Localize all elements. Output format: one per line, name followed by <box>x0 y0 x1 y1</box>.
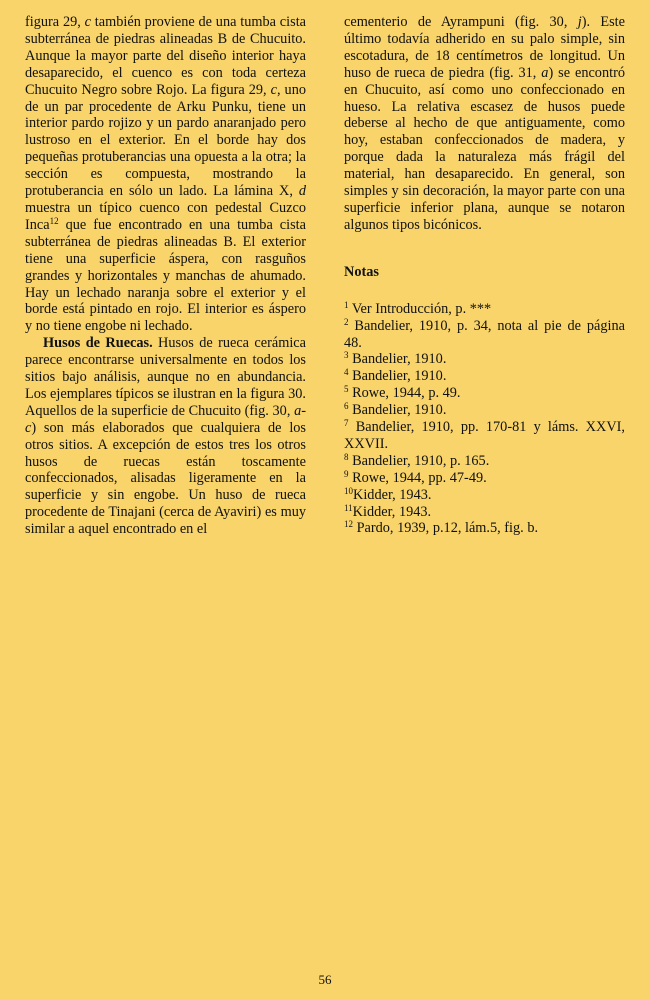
note-item <box>344 385 625 402</box>
note-item <box>344 453 625 470</box>
italic-ref: c <box>270 81 277 98</box>
note-text: Ver Introducción, p. *** <box>348 300 492 317</box>
note-number: 11 <box>344 502 353 513</box>
italic-ref: d <box>298 183 306 200</box>
text-run: muestra un típico cuenco con pedestal Cuzco Inca <box>25 199 306 233</box>
note-number: 1 <box>344 299 349 310</box>
note-text: Rowe, 1944, pp. 47-49. <box>348 469 487 486</box>
text-run: también proviene de una tumba cista subterránea de piedras alineadas B de Chucuito. Aunque la mayor parte del diseño interior haya desaparecido, el cuenco es con toda certeza Chucuito Negro sobre Rojo. La figura 29, <box>25 14 307 98</box>
text-run: , uno de un par procedente de Arku Punku, tiene un interior pardo rojizo y un pardo anaranjado pero lustroso en el exterior. En el borde hay dos pequeñas protuberancias una opuesta a la otra; la sección es compuesta, mostrando la protuberancia en sólo un lado. La lámina X, <box>25 81 306 200</box>
note-item <box>344 470 625 487</box>
note-text: Rowe, 1944, p. 49. <box>348 385 461 402</box>
note-text: Bandelier, 1910, p. 34, nota al pie de página 48. <box>344 317 625 351</box>
note-text: Kidder, 1943. <box>352 503 432 520</box>
italic-ref: c <box>84 14 91 30</box>
italic-ref: a-c <box>25 402 306 436</box>
note-number: 7 <box>344 418 349 429</box>
note-text: Kidder, 1943. <box>353 486 432 503</box>
text-run: que fue encontrado en una tumba cista subterránea de piedras alineadas B. El exterior tiene una superficie áspera, con rasguños grandes y horizontales y manchas de ahumado. Hay un lechado naranja sobre el exterior y el borde está pintado en rojo. El interior es áspero y no tiene engobe ni lechado. <box>25 216 306 335</box>
text-run: cementerio de Ayrampuni (fig. 30, <box>344 14 578 30</box>
note-item <box>344 504 625 521</box>
note-item <box>344 520 625 537</box>
note-item <box>344 402 625 419</box>
paragraph-continuation <box>344 14 625 234</box>
note-number: 8 <box>344 451 349 462</box>
note-item <box>344 368 625 385</box>
text-run: Husos de rueca cerámica parece encontrarse universalmente en todos los sitios bajo análisis, aunque no en abundancia. Los ejemplares típicos se ilustran en la figura 30. Aquellos de la superficie de Chucuito (fig. 30, <box>25 335 306 419</box>
note-item <box>344 351 625 368</box>
paragraph-bowls <box>25 14 306 335</box>
note-number: 10 <box>344 485 353 496</box>
note-number: 5 <box>344 384 349 395</box>
note-item <box>344 487 625 504</box>
text-run: figura 29, <box>25 14 85 30</box>
italic-ref: j <box>577 14 582 30</box>
footnote-ref: 12 <box>49 215 59 226</box>
notes-list <box>344 301 625 538</box>
italic-ref: a <box>541 64 549 81</box>
note-number: 4 <box>344 367 349 378</box>
text-run: ) son más elaborados que cualquiera de los otros sitios. A excepción de estos tres los otros husos de ruecas están toscamente confeccionados, alisadas ligeramente en la superficie y sin engobe. Un huso de rueca procedente de Tinajani (cerca de Ayaviri) es muy similar a aquel encontrado en el <box>25 419 306 538</box>
note-item <box>344 318 625 352</box>
note-number: 2 <box>344 316 349 327</box>
note-number: 3 <box>344 350 349 361</box>
page-number: 56 <box>318 972 332 987</box>
note-number: 12 <box>344 519 353 530</box>
left-column <box>25 14 306 538</box>
note-text: Bandelier, 1910, p. 165. <box>348 452 490 469</box>
notes-title: Notas <box>344 263 379 280</box>
note-number: 6 <box>344 401 349 412</box>
note-text: Bandelier, 1910. <box>348 402 447 419</box>
note-number: 9 <box>344 468 349 479</box>
text-run: ). Este último todavía adherido en su palo simple, sin escotadura, de 18 centímetros de longitud. Un huso de rueca de piedra (fig. 31, <box>344 14 625 81</box>
note-item <box>344 301 625 318</box>
note-item <box>344 419 625 453</box>
note-text: Bandelier, 1910, pp. 170-81 y láms. XXVI, XXVII. <box>344 419 625 452</box>
text-run: ) se encontró en Chucuito, así como uno confeccionado en hueso. La relativa escasez de husos puede deberse al hecho de que antiguamente, como hoy, estaban confeccionados de madera, y porque dada la naturaleza más frágil del material, han desaparecido. En general, son simples y sin decoración, la mayor parte con una superficie inferior plana, aunque se notaron algunos tipos bicónicos. <box>344 64 625 233</box>
right-column <box>344 14 625 537</box>
paragraph-spindle-whorls <box>25 335 306 538</box>
note-text: Bandelier, 1910. <box>348 351 447 368</box>
section-heading: Husos de Ruecas. <box>43 335 153 352</box>
note-text: Pardo, 1939, p.12, lám.5, fig. b. <box>353 520 539 537</box>
note-text: Bandelier, 1910. <box>348 368 447 385</box>
